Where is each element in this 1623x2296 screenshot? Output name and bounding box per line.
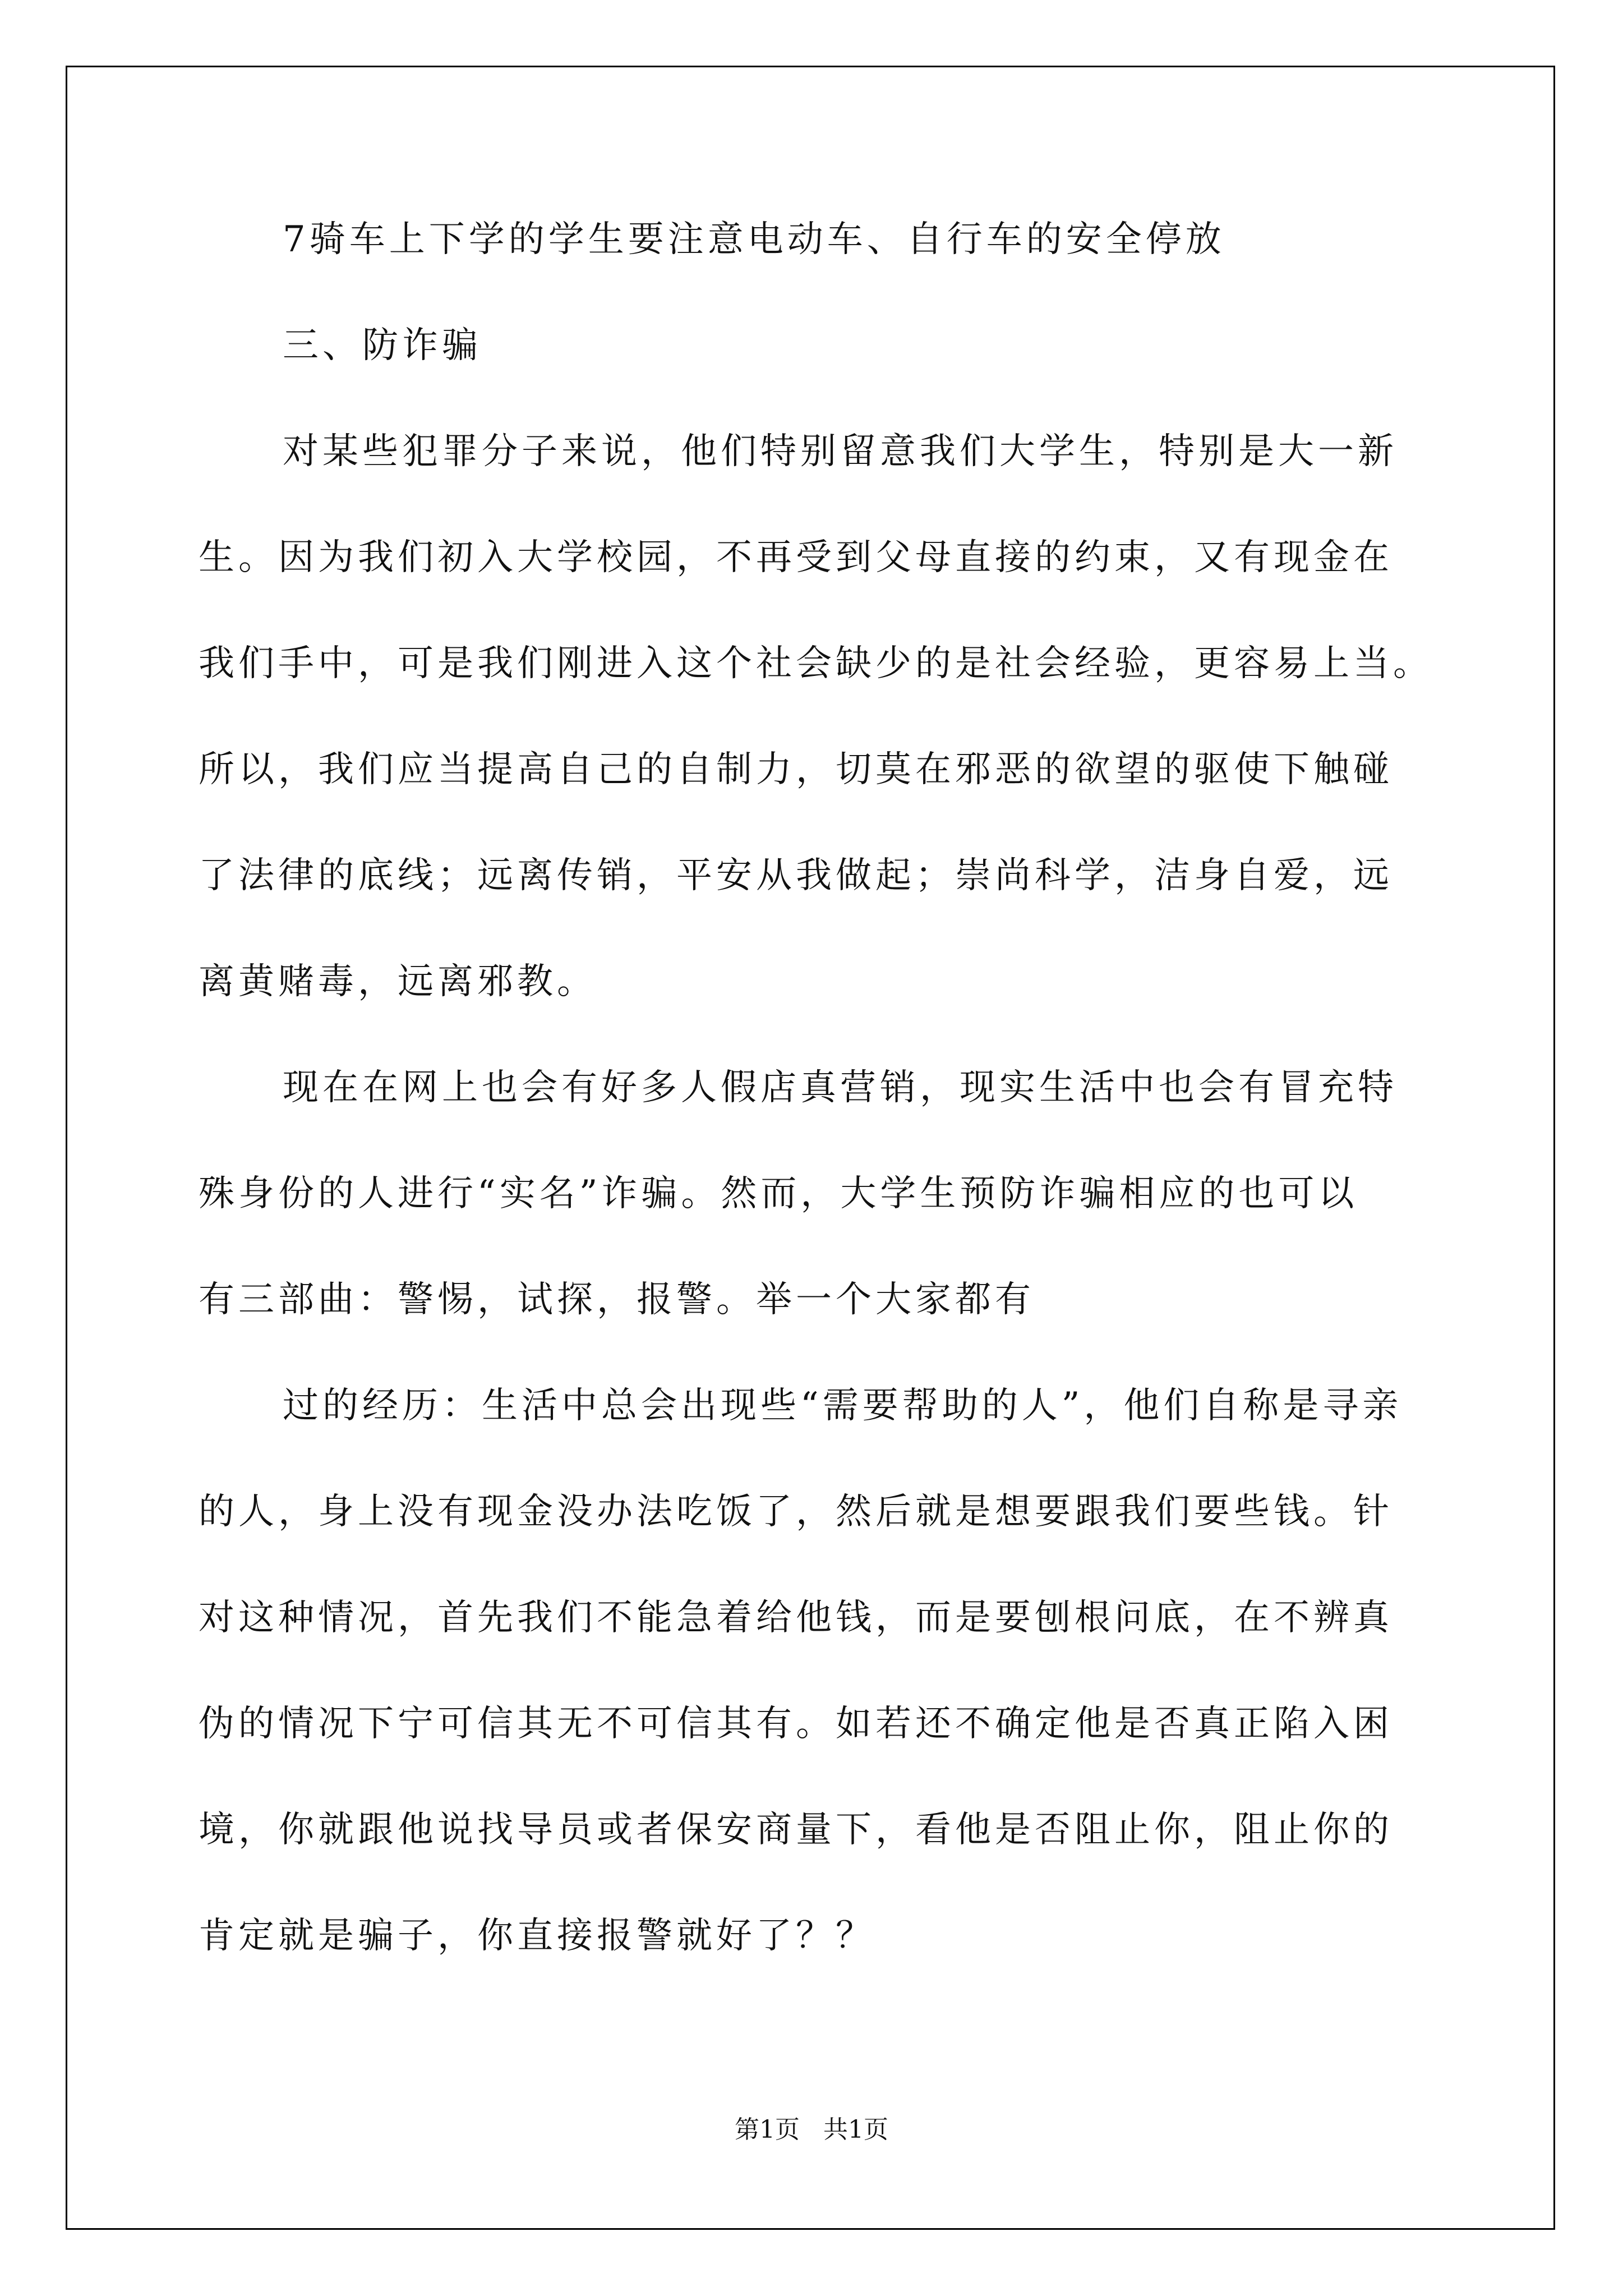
paragraph-1-line-2: 生。因为我们初入大学校园，不再受到父母直接的约束，又有现金在 [199,537,1393,578]
paragraph-1-line-4: 所以，我们应当提高自己的自制力，切莫在邪恶的欲望的驱使下触碰 [199,749,1393,790]
paragraph-3-line-2: 的人，身上没有现金没办法吃饭了，然后就是想要跟我们要些钱。针 [199,1491,1393,1533]
paragraph-3-line-4: 伪的情况下宁可信其无不可信其有。如若还不确定他是否真正陷入困 [199,1703,1393,1745]
paragraph-1-line-1: 对某些犯罪分子来说，他们特别留意我们大学生，特别是大一新 [283,431,1398,472]
paragraph-3-line-6: 肯定就是骗子，你直接报警就好了？？ [199,1915,875,1957]
paragraph-3-line-5: 境，你就跟他说找导员或者保安商量下，看他是否阻止你，阻止你的 [199,1809,1393,1851]
paragraph-1-line-6: 离黄赌毒，远离邪教。 [199,961,597,1002]
paragraph-3-line-1: 过的经历：生活中总会出现些“需要帮助的人”，他们自称是寻亲 [283,1385,1403,1427]
document-body [199,219,1433,2024]
paragraph-1-line-3: 我们手中，可是我们刚进入这个社会缺少的是社会经验，更容易上当。 [199,643,1433,684]
paragraph-3-line-3: 对这种情况，首先我们不能急着给他钱，而是要刨根问底，在不辨真 [199,1597,1393,1639]
paragraph-2-line-3: 有三部曲：警惕，试探，报警。举一个大家都有 [199,1279,1035,1320]
page-number-footer: 第1页 共1页 [735,2115,888,2144]
paragraph-2-line-1: 现在在网上也会有好多人假店真营销，现实生活中也会有冒充特 [283,1067,1398,1108]
list-item-7: 7骑车上下学的学生要注意电动车、自行车的安全停放 [283,219,1225,260]
paragraph-1-line-5: 了法律的底线；远离传销，平安从我做起；崇尚科学，洁身自爱，远 [199,855,1393,896]
section-heading: 三、防诈骗 [283,325,482,366]
paragraph-2-line-2: 殊身份的人进行“实名”诈骗。然而，大学生预防诈骗相应的也可以 [199,1173,1358,1214]
